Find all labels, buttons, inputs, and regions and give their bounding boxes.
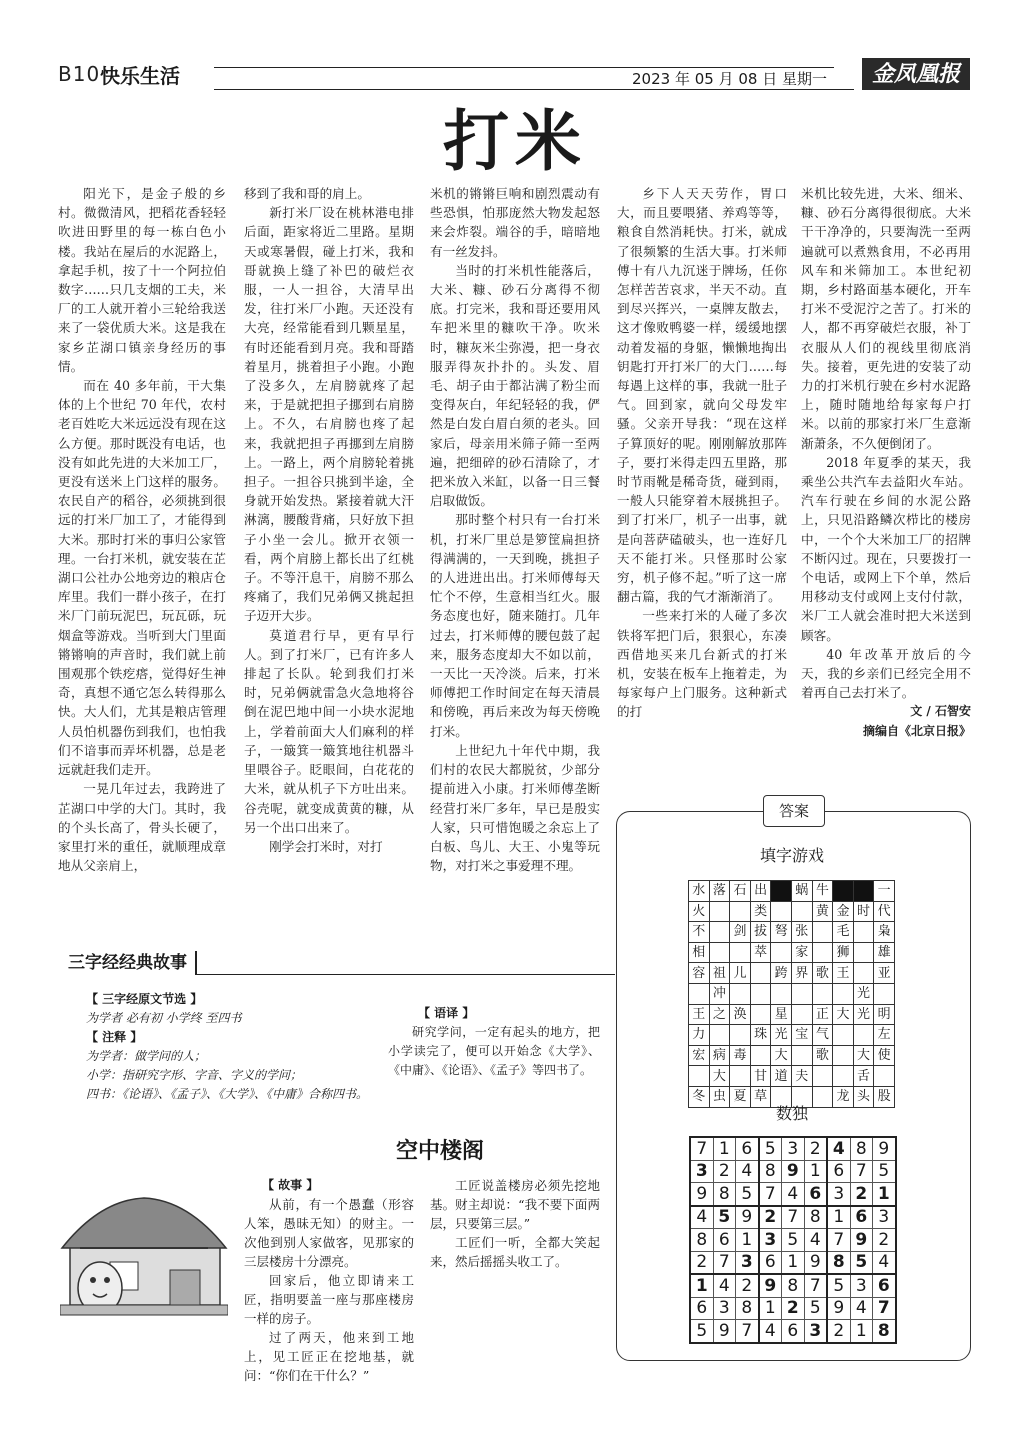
crossword-grid (688, 880, 895, 1108)
crossword-cell (750, 983, 771, 1004)
sudoku-title: 数独 (775, 1104, 808, 1123)
sudoku-cell: 2 (804, 1137, 827, 1160)
sudoku-row (690, 1229, 896, 1252)
sudoku-row (690, 1160, 896, 1183)
crossword-cell: 时 (853, 901, 874, 922)
article-column-4 (617, 184, 787, 722)
original-label: 【 三字经原文节选 】 (86, 992, 203, 1006)
crossword-cell (812, 922, 833, 943)
crossword-cell (730, 983, 751, 1004)
sudoku-cell: 8 (782, 1274, 805, 1297)
crossword-cell: 类 (750, 901, 771, 922)
crossword-cell (853, 922, 874, 943)
article-column-1 (58, 184, 226, 875)
sudoku-cell: 6 (736, 1137, 759, 1160)
sudoku-cell: 3 (713, 1297, 736, 1320)
sudoku-cell: 4 (782, 1183, 805, 1206)
section-title: 快乐生活 (100, 64, 180, 88)
paragraph: 工匠们一听，全都大笑起来，然后摇摇头收工了。 (430, 1235, 600, 1269)
sudoku-cell: 2 (873, 1229, 896, 1252)
paragraph: 40 年改革开放后的今天，我的乡亲们已经完全用不着再自己去打米了。 (801, 646, 971, 701)
crossword-cell (709, 922, 730, 943)
crossword-cell: 光 (771, 1025, 792, 1046)
sudoku-cell: 3 (873, 1206, 896, 1229)
sudoku-cell: 6 (759, 1251, 782, 1274)
crossword-cell: 大 (833, 1004, 854, 1025)
paragraph: 移到了我和哥的肩上。 (244, 186, 370, 201)
paragraph: 回家后，他立即请来工匠，指明要盖一座与那座楼房一样的房子。 (244, 1273, 414, 1326)
paragraph: 过了两天，他来到工地上，见工匠正在挖地基，就问：“你们在干什么？” (244, 1330, 414, 1383)
crossword-cell: 拔 (750, 922, 771, 943)
crossword-cell (874, 1066, 895, 1087)
crossword-cell: 家 (791, 942, 812, 963)
sudoku-cell: 9 (759, 1274, 782, 1297)
crossword-cell: 正 (812, 1004, 833, 1025)
crossword-cell: 王 (833, 963, 854, 984)
sudoku-row (690, 1320, 896, 1343)
sudoku-cell: 6 (873, 1274, 896, 1297)
crossword-cell: 毒 (730, 1045, 751, 1066)
paragraph: 乡下人天天劳作，胃口大，而且要喂猪、养鸡等等，粮食自然消耗快。打米，就成了很频繁的生活大事。打米师傅十有八九沉迷于牌场，任你怎样苦苦哀求，半天不动。直到尽兴挥兴，一桌牌友散去，这才像败鸭婆一样，缓缓地摆动着发福的身躯，懒懒地掏出钥匙打开打米厂的大门……每每遇上这样的事，我就一肚子气。回到家，就向父母发牢骚。父亲开导我：“现在这样子算顶好的呢。刚刚解放那阵子，要打米得走四五里路，那时节雨靴是稀奇货，碰到雨，一般人只能穿着木屐挑担子。到了打米厂，机子一出事，就是向菩萨磕破头，也一连好几天不能打米。只怪那时公家穷，机子修不起。”听了这一席翻古篇，我的气才渐渐消了。 (617, 186, 787, 605)
crossword-cell: 跨 (771, 963, 792, 984)
translation-text: 研究学问，一定有起头的地方，把小学读完了，便可以开始念《大学》、《中庸》、《论语》、《孟子》等四书了。 (388, 1025, 600, 1077)
sudoku-cell: 2 (782, 1297, 805, 1320)
crossword-cell (833, 1025, 854, 1046)
sudoku-cell: 1 (690, 1274, 713, 1297)
sudoku-cell: 1 (850, 1320, 873, 1343)
sudoku-grid (689, 1136, 897, 1344)
crossword-cell: 一 (874, 881, 895, 902)
crossword-cell: 草 (750, 1086, 771, 1107)
paragraph: 米机的锵锵巨响和剧烈震动有些恐惧，怕那庞然大物发起怒来会炸裂。端谷的手，暗暗地有一丝发抖。 (430, 186, 600, 259)
sudoku-cell: 2 (736, 1274, 759, 1297)
crossword-cell: 宏 (689, 1045, 710, 1066)
note-3: 四书：《论语》、《孟子》、《大学》、《中庸》合称四书。 (86, 1087, 369, 1101)
crossword-row (689, 1066, 895, 1087)
crossword-cell: 枭 (874, 922, 895, 943)
crossword-row (689, 963, 895, 984)
crossword-cell: 金 (833, 901, 854, 922)
classic-translation-block (388, 1004, 600, 1080)
sudoku-cell: 1 (782, 1251, 805, 1274)
crossword-row (689, 1004, 895, 1025)
sudoku-row (690, 1137, 896, 1160)
crossword-cell: 左 (874, 1025, 895, 1046)
paragraph: 阳光下，是金子般的乡村。微微清风，把稻花香轻轻吹进田野里的每一栋白色小楼。我站在屋后的水泥路上，拿起手机，按了十一个阿拉伯数字……只几支烟的工夫，米厂的工人就开着小三轮给我送来了一袋优质大米。这是我在家乡芷湖口镇亲身经历的事情。 (58, 186, 226, 374)
crossword-cell (750, 1045, 771, 1066)
answers-tab: 答案 (763, 795, 825, 827)
crossword-cell: 不 (689, 922, 710, 943)
crossword-cell: 萃 (750, 942, 771, 963)
sudoku-cell: 6 (782, 1320, 805, 1343)
sudoku-cell: 1 (759, 1297, 782, 1320)
story-label: 【 故事 】 (262, 1178, 319, 1192)
sudoku-cell: 7 (804, 1274, 827, 1297)
sudoku-cell: 3 (690, 1160, 713, 1183)
crossword-cell: 剑 (730, 922, 751, 943)
crossword-block-cell (853, 881, 874, 902)
crossword-cell: 龙 (833, 1086, 854, 1107)
sudoku-cell: 2 (850, 1183, 873, 1206)
sudoku-cell: 5 (759, 1137, 782, 1160)
paragraph: 一些来打米的人碰了多次铁将军把门后，狠狠心，东凑西借地买来几台新式的打米机，安装在板车上拖着走，为每家每户上门服务。这种新式的打 (617, 608, 787, 720)
sudoku-cell: 8 (736, 1297, 759, 1320)
crossword-cell: 王 (689, 1004, 710, 1025)
sudoku-cell: 7 (782, 1206, 805, 1229)
sudoku-row (690, 1274, 896, 1297)
crossword-cell: 落 (709, 881, 730, 902)
classic-original-block (86, 990, 376, 1104)
crossword-cell (771, 983, 792, 1004)
crossword-cell (689, 983, 710, 1004)
crossword-cell: 气 (812, 1025, 833, 1046)
sudoku-cell: 7 (690, 1137, 713, 1160)
crossword-cell (730, 1025, 751, 1046)
original-text: 为学者 必有初 小学终 至四书 (86, 1011, 242, 1025)
crossword-cell: 冬 (689, 1086, 710, 1107)
crossword-cell: 虫 (709, 1086, 730, 1107)
crossword-cell (689, 1066, 710, 1087)
story-column-2 (430, 1176, 600, 1271)
sudoku-cell: 7 (850, 1160, 873, 1183)
crossword-cell: 界 (791, 963, 812, 984)
crossword-cell: 股 (874, 1086, 895, 1107)
sudoku-cell: 7 (759, 1183, 782, 1206)
sudoku-cell: 3 (736, 1251, 759, 1274)
sudoku-cell: 9 (804, 1251, 827, 1274)
crossword-cell (853, 942, 874, 963)
crossword-cell: 毛 (833, 922, 854, 943)
crossword-cell: 容 (689, 963, 710, 984)
crossword-cell (709, 1025, 730, 1046)
sudoku-cell: 8 (804, 1206, 827, 1229)
crossword-cell: 涣 (730, 1004, 751, 1025)
sudoku-cell: 5 (690, 1320, 713, 1343)
sudoku-row (690, 1251, 896, 1274)
crossword-cell (730, 1066, 751, 1087)
sudoku-cell: 4 (690, 1206, 713, 1229)
sudoku-cell: 8 (827, 1251, 850, 1274)
crossword-cell: 出 (750, 881, 771, 902)
masthead-logo: 金凤凰报 (862, 58, 970, 90)
translation-label: 【 语译 】 (418, 1006, 475, 1020)
crossword-title: 填字游戏 (759, 846, 824, 865)
crossword-cell (812, 983, 833, 1004)
crossword-cell (791, 901, 812, 922)
article-title: 打米 (443, 103, 587, 180)
paragraph: 2018 年夏季的某天，我乘坐公共汽车去益阳火车站。汽车行驶在乡间的水泥公路上，只见沿路鳞次栉比的楼房中，一个个大米加工厂的招牌不断闪过。现在，只要拨打一个电话，或网上下个单，然后用移动支付或网上支付付款，米厂工人就会准时把大米送到顾客。 (801, 454, 971, 643)
sudoku-cell: 5 (713, 1206, 736, 1229)
crossword-cell: 病 (709, 1045, 730, 1066)
crossword-cell (853, 963, 874, 984)
sudoku-cell: 8 (713, 1183, 736, 1206)
crossword-cell (771, 942, 792, 963)
sudoku-cell: 6 (690, 1297, 713, 1320)
classic-section-tab: 三字经经典故事 (60, 951, 197, 975)
paragraph: 上世纪九十年代中期，我们村的农民大都脱贫，少部分提前进入小康。打米师傅垄断经营打米厂多年，早已是殷实人家，只可惜饱暖之余忘上了白板、鸟儿、大王、小鬼等玩物，对打米之事爱理不理。 (430, 742, 600, 874)
crossword-cell (791, 983, 812, 1004)
crossword-cell: 头 (853, 1086, 874, 1107)
article-column-2 (244, 184, 414, 856)
sudoku-cell: 9 (873, 1137, 896, 1160)
sudoku-row (690, 1297, 896, 1320)
sudoku-cell: 4 (713, 1274, 736, 1297)
crossword-cell: 光 (853, 1004, 874, 1025)
paragraph: 一晃几年过去，我跨进了芷湖口中学的大门。其时，我的个头长高了，骨头长硬了，家里打米的重任，就顺理成章地从父亲肩上， (58, 781, 226, 874)
sudoku-cell: 4 (736, 1160, 759, 1183)
sudoku-cell: 3 (759, 1229, 782, 1252)
crossword-cell: 甘 (750, 1066, 771, 1087)
crossword-row (689, 942, 895, 963)
crossword-cell: 相 (689, 942, 710, 963)
crossword-cell: 狮 (833, 942, 854, 963)
crossword-block-cell (771, 881, 792, 902)
sudoku-cell: 4 (827, 1137, 850, 1160)
sudoku-cell: 4 (759, 1320, 782, 1343)
sudoku-cell: 7 (873, 1297, 896, 1320)
issue-date: 2023 年 05 月 08 日 星期一 (632, 70, 827, 88)
crossword-cell (709, 901, 730, 922)
sudoku-cell: 9 (713, 1320, 736, 1343)
crossword-cell: 黄 (812, 901, 833, 922)
crossword-cell: 蜗 (791, 881, 812, 902)
house-illustration (60, 1190, 228, 1325)
crossword-cell (730, 942, 751, 963)
sudoku-cell: 8 (759, 1160, 782, 1183)
sudoku-cell: 4 (804, 1229, 827, 1252)
crossword-cell: 歌 (812, 1045, 833, 1066)
crossword-cell (750, 963, 771, 984)
sudoku-cell: 2 (759, 1206, 782, 1229)
sudoku-cell: 6 (804, 1183, 827, 1206)
crossword-cell (791, 1004, 812, 1025)
crossword-cell (812, 942, 833, 963)
crossword-cell: 夫 (791, 1066, 812, 1087)
source-credit: 摘编自《北京日报》 (862, 723, 971, 738)
paragraph: 从前，有一个愚蠢（形容人笨，愚昧无知）的财主。一次他到别人家做客，见那家的三层楼房十分漂亮。 (244, 1197, 414, 1269)
sudoku-cell: 4 (873, 1251, 896, 1274)
crossword-cell (750, 1004, 771, 1025)
crossword-cell (812, 1066, 833, 1087)
crossword-cell: 大 (771, 1045, 792, 1066)
sudoku-cell: 1 (713, 1137, 736, 1160)
sudoku-cell: 7 (736, 1320, 759, 1343)
sudoku-row (690, 1183, 896, 1206)
crossword-row (689, 881, 895, 902)
sudoku-cell: 8 (873, 1320, 896, 1343)
crossword-cell (709, 942, 730, 963)
sudoku-cell: 5 (850, 1251, 873, 1274)
crossword-cell (771, 901, 792, 922)
sudoku-cell: 7 (827, 1229, 850, 1252)
sudoku-cell: 3 (782, 1137, 805, 1160)
sudoku-cell: 9 (782, 1160, 805, 1183)
crossword-block-cell (833, 881, 854, 902)
crossword-cell: 之 (709, 1004, 730, 1025)
crossword-cell: 力 (689, 1025, 710, 1046)
crossword-cell: 水 (689, 881, 710, 902)
sudoku-cell: 1 (827, 1206, 850, 1229)
crossword-cell: 星 (771, 1004, 792, 1025)
crossword-cell: 大 (709, 1066, 730, 1087)
crossword-row (689, 1045, 895, 1066)
paragraph: 米机比较先进，大米、细米、糠、砂石分离得很彻底。大米干干净净的，只要淘洗一至两遍就可以煮熟食用，不必再用风车和米筛加工。本世纪初期，乡村路面基本硬化，开车打米不受泥泞之苦了。打米的人，都不再穿破烂衣服，补丁衣服从人们的视线里彻底消失。接着，更先进的安装了动力的打米机行驶在乡村水泥路上，随时随地给每家每户打米。以前的那家打米厂生意渐渐萧条，不久便倒闭了。 (801, 186, 971, 451)
crossword-cell (833, 983, 854, 1004)
note-2: 小学：指研究字形、字音、字义的学问； (86, 1068, 303, 1082)
sudoku-cell: 3 (827, 1183, 850, 1206)
sudoku-cell: 6 (850, 1206, 873, 1229)
sudoku-cell: 3 (804, 1320, 827, 1343)
story-title: 空中楼阁 (395, 1139, 484, 1164)
crossword-cell: 舌 (853, 1066, 874, 1087)
crossword-row (689, 922, 895, 943)
crossword-cell: 珠 (750, 1025, 771, 1046)
sudoku-cell: 4 (850, 1297, 873, 1320)
sudoku-cell: 2 (713, 1160, 736, 1183)
crossword-cell: 光 (853, 983, 874, 1004)
crossword-row (689, 901, 895, 922)
sudoku-cell: 2 (690, 1251, 713, 1274)
notes-label: 【 注释 】 (86, 1030, 143, 1044)
crossword-cell (853, 1025, 874, 1046)
crossword-cell: 弩 (771, 922, 792, 943)
sudoku-cell: 9 (850, 1229, 873, 1252)
crossword-row (689, 983, 895, 1004)
crossword-cell: 火 (689, 901, 710, 922)
crossword-cell: 歌 (812, 963, 833, 984)
crossword-cell (791, 1045, 812, 1066)
paragraph: 那时整个村只有一台打米机，打米厂里总是箩筐扁担挤得满满的，一天到晚，挑担子的人进进出出。打米师傅每天忙个不停，生意相当红火。服务态度也好，随来随打。几年过去，打米师傅的腰包鼓了起来，服务态度却大不如以前，一天比一天冷淡。后来，打米师傅把工作时间定在每天清晨和傍晚，再后来改为每天傍晚打米。 (430, 512, 600, 739)
sudoku-cell: 5 (827, 1274, 850, 1297)
paragraph: 新打米厂设在桃林港电排后面，距家将近二里路。星期天或寒暑假，碰上打米，我和哥就换上缝了补巴的破烂衣服，一人一担谷，大清早出发，往打米厂小跑。天还没有大亮，经常能看到几颗星星，有时还能看到月亮。我和哥踏着星月，挑着担子小跑。小跑了没多久，左肩膀就疼了起来，于是就把担子挪到右肩膀上。不久，右肩膀也疼了起来，我就把担子再挪到左肩膀上。一路上，两个肩膀轮着挑担子。一担谷只挑到半途，全身就开始发热。紧接着就大汗淋漓，腰酸背痛，只好放下担子小坐一会儿。掀开衣领一看，两个肩膀上都长出了红桃子。不等汗息干，肩膀不那么疼痛了，我们兄弟俩又挑起担子迈开大步。 (244, 205, 414, 624)
crossword-cell (874, 983, 895, 1004)
sudoku-cell: 8 (850, 1137, 873, 1160)
crossword-cell: 牛 (812, 881, 833, 902)
article-column-3 (430, 184, 600, 875)
paragraph: 莫道君行早，更有早行人。到了打米厂，已有许多人排起了长队。轮到我们打米时，兄弟俩就雷急火急地将谷倒在泥巴地中间一小块水泥地上，学着前面大人们麻利的样子，一簸箕一簸箕地往机器斗里喂谷子。眨眼间，白花花的大米，就从机子下方吐出来。谷壳呢，就变成黄黄的糠，从另一个出口出来了。 (244, 627, 414, 835)
sudoku-cell: 1 (736, 1229, 759, 1252)
story-column-1 (244, 1176, 414, 1385)
sudoku-cell: 6 (713, 1229, 736, 1252)
sudoku-cell: 5 (873, 1160, 896, 1183)
sudoku-cell: 5 (736, 1183, 759, 1206)
crossword-row (689, 1025, 895, 1046)
sudoku-cell: 1 (873, 1183, 896, 1206)
crossword-cell: 亚 (874, 963, 895, 984)
crossword-cell: 大 (853, 1045, 874, 1066)
sudoku-cell: 7 (713, 1251, 736, 1274)
paragraph: 当时的打米机性能落后，大米、糠、砂石分离得不彻底。打完米，我和哥还要用风车把米里的糠吹干净。吹米时，糠灰米尘弥漫，把一身衣服弄得灰扑扑的。头发、眉毛、胡子由于都沾满了粉尘而变得灰白，年纪轻轻的我，俨然是白发白眉白须的老头。回家后，母亲用米筛子筛一至两遍，把细碎的砂石清除了，才把米放入米缸，以备一日三餐启取做饭。 (430, 262, 600, 509)
sudoku-cell: 6 (827, 1160, 850, 1183)
sudoku-cell: 5 (782, 1229, 805, 1252)
crossword-cell: 代 (874, 901, 895, 922)
crossword-cell (833, 1045, 854, 1066)
note-1: 为学者：做学问的人； (86, 1049, 207, 1063)
sudoku-row (690, 1206, 896, 1229)
crossword-cell: 雄 (874, 942, 895, 963)
sudoku-cell: 9 (827, 1297, 850, 1320)
sudoku-cell: 9 (690, 1183, 713, 1206)
sudoku-cell: 1 (804, 1160, 827, 1183)
crossword-cell: 石 (730, 881, 751, 902)
page-number: B10 (58, 62, 101, 86)
sudoku-cell: 5 (804, 1297, 827, 1320)
paragraph: 工匠说盖楼房必须先挖地基。财主却说：“我不要下面两层，只要第三层。” (430, 1178, 600, 1231)
sudoku-cell: 8 (690, 1229, 713, 1252)
sudoku-cell: 2 (827, 1320, 850, 1343)
crossword-cell: 宝 (791, 1025, 812, 1046)
sudoku-cell: 3 (850, 1274, 873, 1297)
article-column-5 (801, 184, 971, 741)
crossword-cell: 冲 (709, 983, 730, 1004)
crossword-cell (730, 901, 751, 922)
author-byline: 文 / 石智安 (910, 704, 971, 719)
crossword-cell: 祖 (709, 963, 730, 984)
crossword-cell: 夏 (730, 1086, 751, 1107)
crossword-cell: 明 (874, 1004, 895, 1025)
crossword-cell: 道 (771, 1066, 792, 1087)
crossword-cell: 张 (791, 922, 812, 943)
crossword-cell: 儿 (730, 963, 751, 984)
paragraph: 而在 40 多年前，干大集体的上个世纪 70 年代，农村老百姓吃大米远远没有现在这么方便。那时既没有电话，也没有如此先进的大米加工厂，更没有送米上门这样的服务。农民自产的稻谷，必须挑到很远的打米厂加工了，才能得到大米。那时打米的事归公家管理。一台打米机，就安装在芷湖口公社办公地旁边的粮店仓库里。我们一群小孩子，在打米厂门前玩泥巴，玩瓦砾，玩烟盒等游戏。当听到大门里面锵锵响的声音时，我们就上前围观那个铁疙瘩，觉得好生神奇，真想不通它怎么转得那么快。大人们，尤其是粮店管理人员怕机器伤到我们，也怕我们不谙事而弄坏机器，总是老远就赶我们走开。 (58, 378, 226, 778)
paragraph: 刚学会打米时，对打 (269, 838, 383, 854)
crossword-cell: 使 (874, 1045, 895, 1066)
sudoku-cell: 9 (736, 1206, 759, 1229)
crossword-cell (833, 1066, 854, 1087)
